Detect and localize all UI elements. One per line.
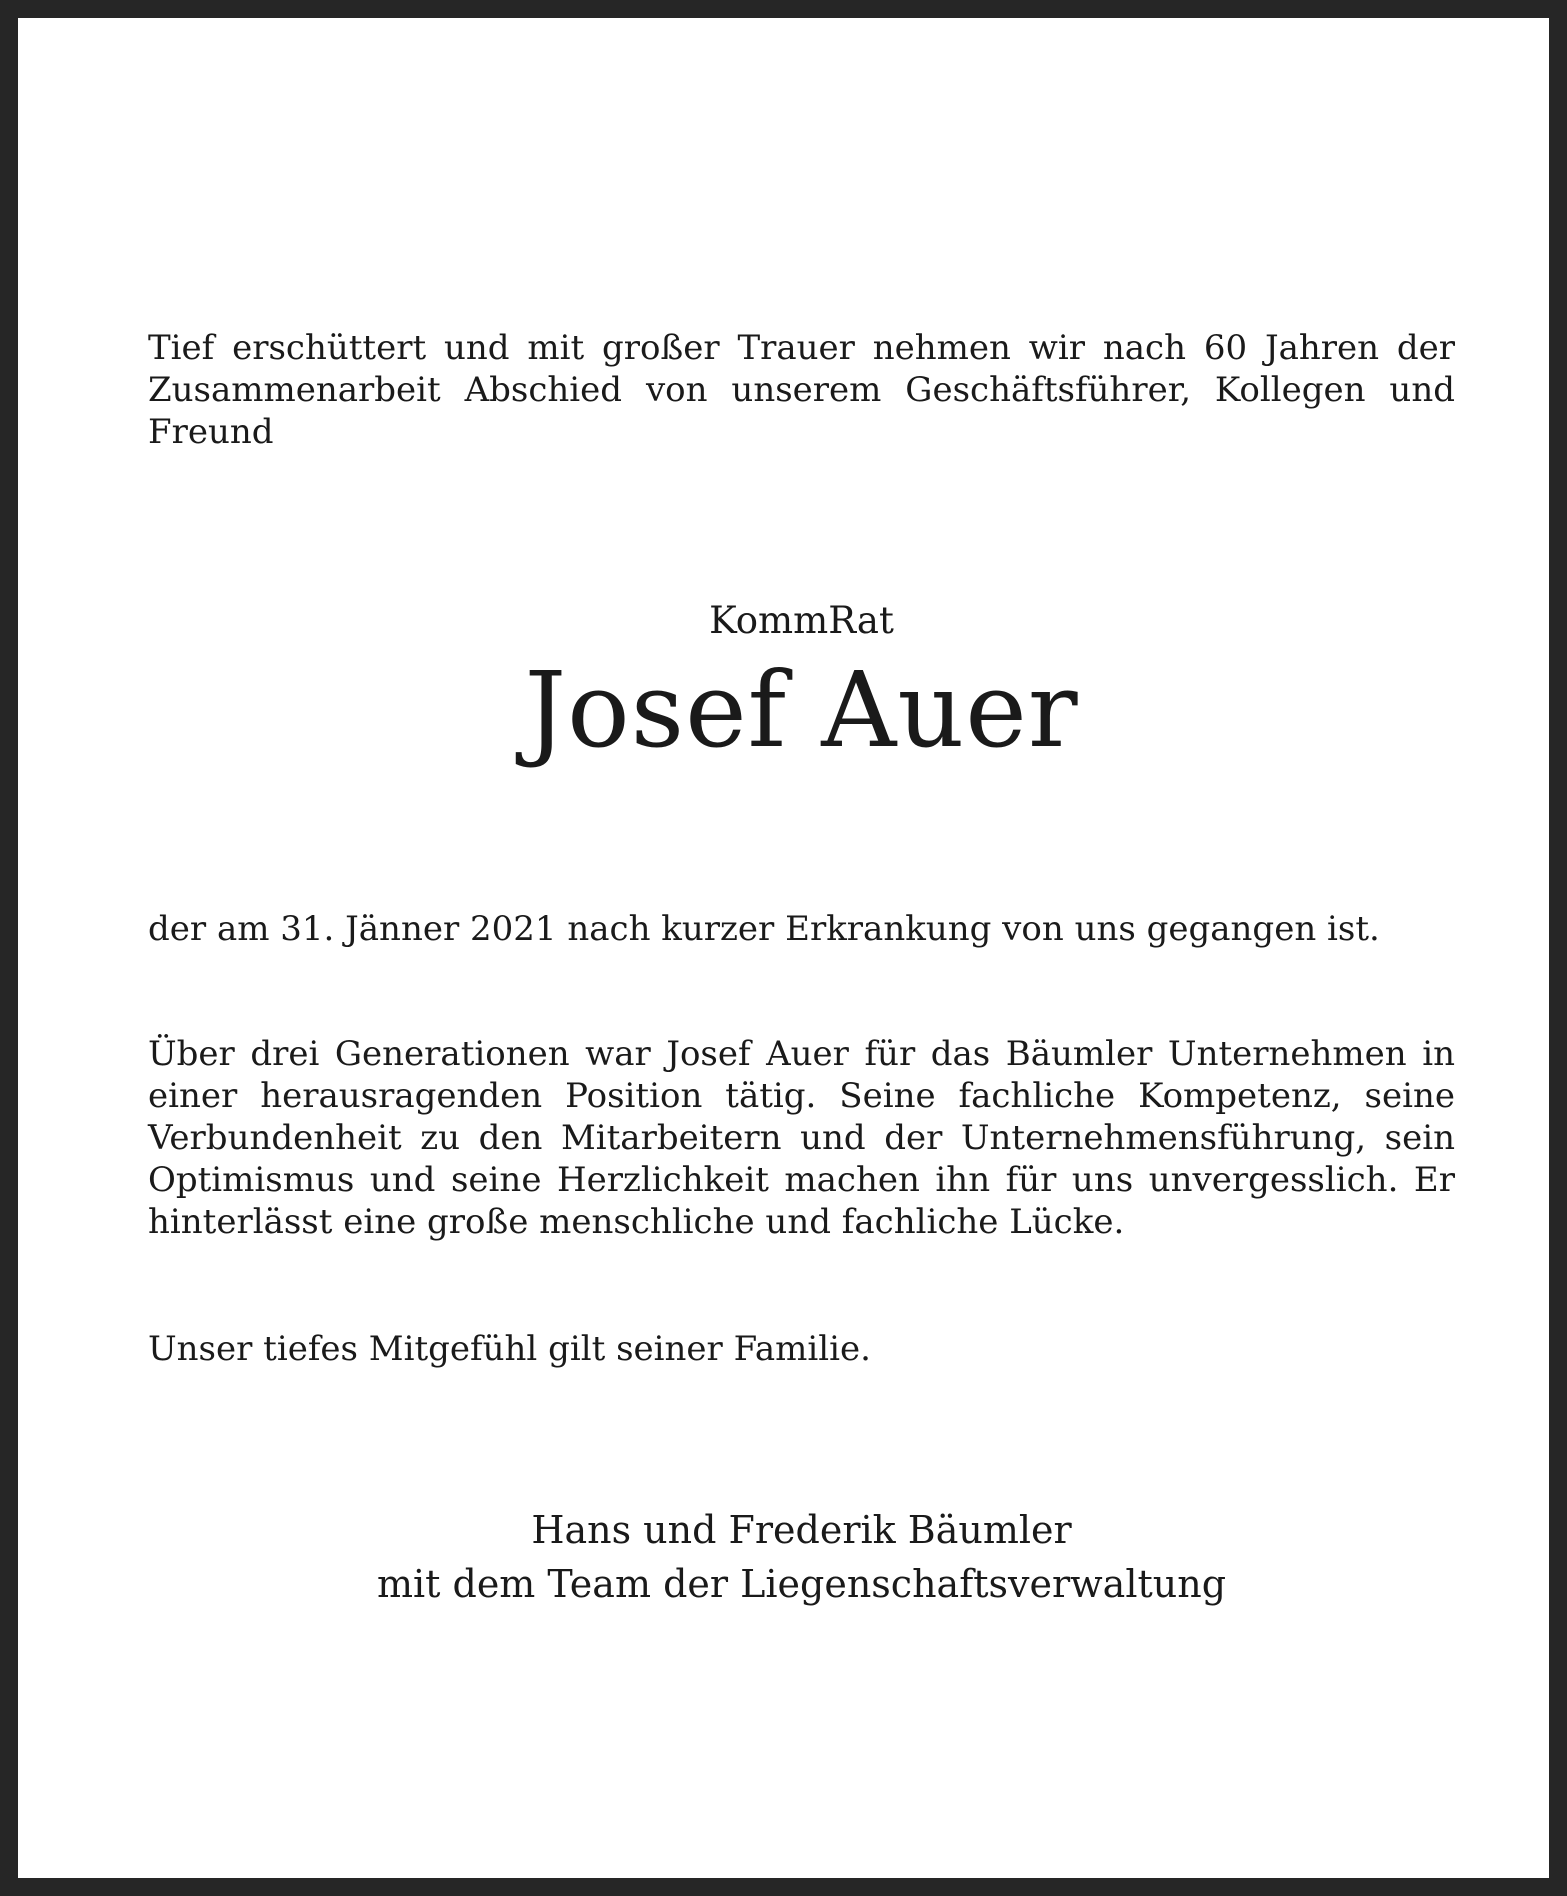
signature-block — [148, 1503, 1455, 1611]
intro-text: Tief erschüttert und mit großer Trauer nehmen wir nach 60 Jahren der Zusammenarbeit Abschied von unserem Geschäftsführer, Kollegen und Freund — [148, 328, 1455, 452]
honorific-title: KommRat — [709, 599, 894, 642]
signature-team: mit dem Team der Liegenschaftsverwaltung — [376, 1562, 1227, 1606]
deceased-name: Josef Auer — [524, 649, 1079, 771]
signature-names: Hans und Frederik Bäumler — [531, 1508, 1072, 1552]
death-statement: der am 31. Jänner 2021 nach kurzer Erkrankung von uns gegangen ist. — [148, 909, 1380, 949]
tribute-text: Über drei Generationen war Josef Auer für das Bäumler Unternehmen in einer herausragenden Position tätig. Seine fachliche Kompetenz, seine Verbundenheit zu den Mitarbeitern und der Unternehmensführung, sein Optimismus und seine Herzlichkeit machen ihn für uns unvergesslich. Er hinterlässt eine große menschliche und fachliche Lücke. — [148, 1034, 1455, 1242]
sympathy-text: Unser tiefes Mitgefühl gilt seiner Familie. — [148, 1329, 871, 1369]
